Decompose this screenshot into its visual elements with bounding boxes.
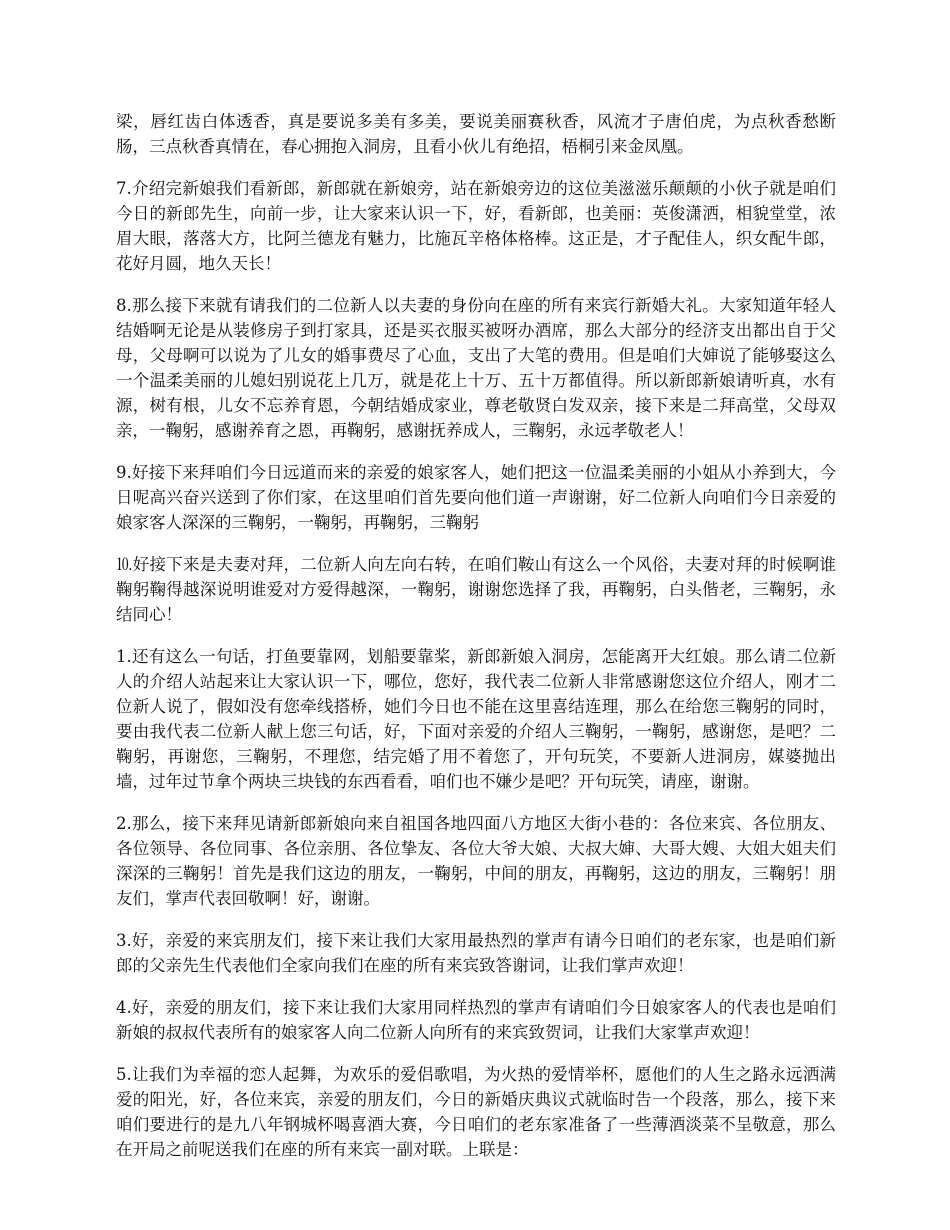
paragraph-2-guests: 2.那么，接下来拜见请新郎新娘向来自祖国各地四面八方地区大街小巷的：各位来宾、各位朋友、各位领导、各位同事、各位亲朋、各位挚友、各位大爷大娘、大叔大婶、大哥大嫂、大姐大姐夫们深深的三鞠躬！首先是我们这边的朋友，一鞠躬，中间的朋友，再鞠躬，这边的朋友，三鞠躬！朋友们，掌声代表回敬啊！好，谢谢。 — [116, 814, 836, 908]
paragraph-7-groom: 7.介绍完新娘我们看新郎，新郎就在新娘旁，站在新娘旁边的这位美滋滋乐颠颠的小伙子就是咱们今日的新郎先生，向前一步，让大家来认识一下，好，看新郎，也美丽：英俊潇洒，相貌堂堂，浓眉大眼，落落大方，比阿兰德龙有魅力，比施瓦辛格体格棒。这正是，才子配佳人，织女配牛郎，花好月圆，地久天长！ — [116, 179, 836, 273]
paragraph-8-parents: 8.那么接下来就有请我们的二位新人以夫妻的身份向在座的所有来宾行新婚大礼。大家知道年轻人结婚啊无论是从装修房子到打家具，还是买衣服买被呀办酒席，那么大部分的经济支出都出自于父母，父母啊可以说为了儿女的婚事费尽了心血，支出了大笔的费用。但是咱们大婶说了能够娶这么一个温柔美丽的儿媳妇别说花上几万，就是花上十万、五十万都值得。所以新郎新娘请听真，水有源，树有根，儿女不忘养育恩，今朝结婚成家业，尊老敬贤白发双亲，接下来是二拜高堂，父母双亲，一鞠躬，感谢养育之恩，再鞠躬，感谢抚养成人，三鞠躬，永远孝敬老人！ — [116, 296, 836, 440]
paragraph-intro-continuation: 梁，唇红齿白体透香，真是要说多美有多美，要说美丽赛秋香，风流才子唐伯虎，为点秋香愁断肠，三点秋香真情在，春心拥抱入洞房，且看小伙儿有绝招，梧桐引来金凤凰。 — [116, 112, 836, 156]
paragraph-9-bride-family: 9.好接下来拜咱们今日远道而来的亲爱的娘家客人，她们把这一位温柔美丽的小姐从小养到大，今日呢高兴奋兴送到了你们家，在这里咱们首先要向他们道一声谢谢，好二位新人向咱们今日亲爱的娘家客人深深的三鞠躬，一鞠躬，再鞠躬，三鞠躬 — [116, 463, 836, 532]
paragraph-4-bride-uncle: 4.好，亲爱的朋友们，接下来让我们大家用同样热烈的掌声有请咱们今日娘家客人的代表也是咱们新娘的叔叔代表所有的娘家客人向二位新人向所有的来宾致贺词，让我们大家掌声欢迎！ — [116, 998, 836, 1042]
paragraph-3-groom-father: 3.好，亲爱的来宾朋友们，接下来让我们大家用最热烈的掌声有请今日咱们的老东家，也是咱们新郎的父亲先生代表他们全家向我们在座的所有来宾致答谢词，让我们掌声欢迎！ — [116, 931, 836, 975]
document-page — [116, 109, 836, 1179]
paragraph-1-matchmaker: 1.还有这么一句话，打鱼要靠网，划船要靠桨，新郎新娘入洞房，怎能离开大红娘。那么请二位新人的介绍人站起来让大家认识一下，哪位，您好，我代表二位新人非常感谢您这位介绍人，刚才二位新人说了，假如没有您牵线搭桥，她们今日也不能在这里喜结连理，那么在给您三鞠躬的同时，要由我代表二位新人献上您三句话，好，下面对亲爱的介绍人三鞠躬，一鞠躬，感谢您，是吧？二鞠躬，再谢您，三鞠躬，不理您，结完婚了用不着您了，开句玩笑，不要新人进洞房，媒婆抛出墙，过年过节拿个两块三块钱的东西看看，咱们也不嫌少是吧？开句玩笑，请座，谢谢。 — [116, 647, 836, 791]
paragraph-10-couple-bow: ⒑好接下来是夫妻对拜，二位新人向左向右转，在咱们鞍山有这么一个风俗，夫妻对拜的时候啊谁鞠躬鞠得越深说明谁爱对方爱得越深，一鞠躬，谢谢您选择了我，再鞠躬，白头偕老，三鞠躬，永结同心！ — [116, 555, 836, 624]
paragraph-5-closing: 5.让我们为幸福的恋人起舞，为欢乐的爱侣歌唱，为火热的爱情举杯，愿他们的人生之路永远洒满爱的阳光，好，各位来宾，亲爱的朋友们，今日的新婚庆典议式就临时告一个段落，那么，接下来咱们要进行的是九八年钢城杯喝喜酒大赛，今日咱们的老东家准备了一些薄酒淡菜不呈敬意，那么在开局之前呢送我们在座的所有来宾一副对联。上联是： — [116, 1065, 836, 1159]
